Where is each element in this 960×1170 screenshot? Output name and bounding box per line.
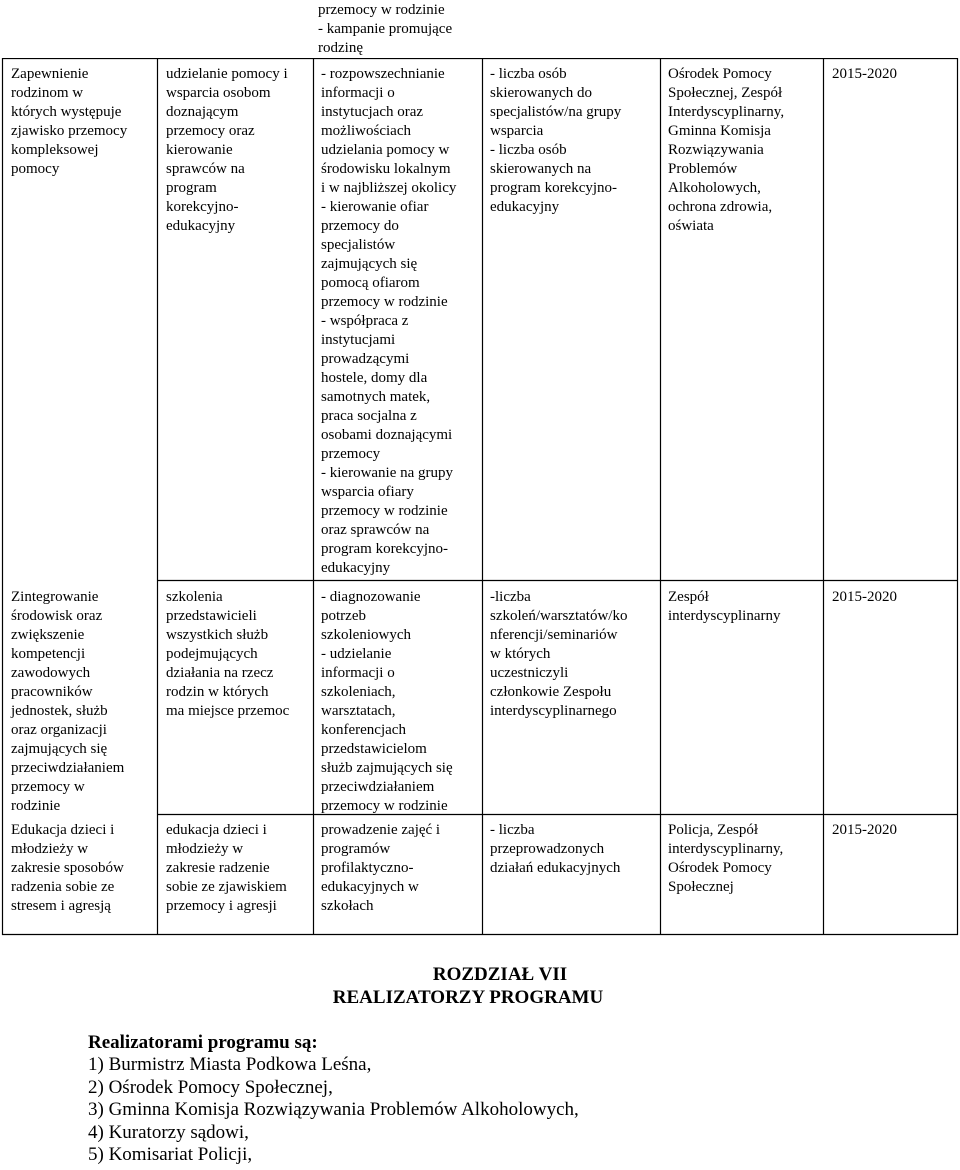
list-item: 3) Gminna Komisja Rozwiązywania Problemów Alkoholowych, (88, 1099, 579, 1120)
table-cell-goal: Zapewnienie rodzinom w których występuje zjawisko przemocy kompleksowej pomocy (11, 66, 128, 177)
list-item: 5) Komisariat Policji, (88, 1144, 253, 1165)
list-item: 2) Ośrodek Pomocy Społecznej, (88, 1076, 333, 1098)
table-cell-responsible: Zespół interdyscyplinarny (668, 589, 781, 624)
table-cell-responsible: Policja, Zespół interdyscyplinarny, Ośrodek Pomocy Społecznej (668, 822, 784, 895)
list-item: 1) Burmistrz Miasta Podkowa Leśna, (88, 1054, 372, 1075)
table-cell-indicator: - liczba przeprowadzonych działań edukacyjnych (490, 822, 621, 876)
table-cell-task: udzielanie pomocy i wsparcia osobom doznającym przemocy oraz kierowanie sprawców na program korekcyjno- edukacyjny (166, 66, 288, 234)
table-cell-actions: - diagnozowanie potrzeb szkoleniowych - udzielanie informacji o szkoleniach, warsztatach, konferencjach przedstawicielom służb zajmujących się przeciwdziałaniem przemocy w rodzinie (321, 589, 453, 814)
list-item: 4) Kuratorzy sądowi, (88, 1121, 249, 1143)
table-cell-task: edukacja dzieci i młodzieży w zakresie radzenie sobie ze zjawiskiem przemocy i agresji (166, 822, 287, 914)
table-cell-period: 2015-2020 (832, 589, 897, 605)
table-cell-period: 2015-2020 (832, 822, 897, 838)
table-cell-indicator: -liczba szkoleń/warsztatów/ko nferencji/seminariów w których uczestniczyli członkowie Zespołu interdyscyplinarnego (490, 589, 628, 719)
table-cell-actions: - rozpowszechnianie informacji o instytucjach oraz możliwościach udzielania pomocy w środowisku lokalnym i w najbliższej okolicy - kierowanie ofiar przemocy do specjalistów zajmujących się pomocą ofiarom przemocy w rodzinie - współpraca z instytucjami prowadzącymi hostele, domy dla samotnych matek, praca socjalna z osobami doznającymi przemocy - kierowanie na grupy wsparcia ofiary przemocy w rodzinie oraz sprawców na program korekcyjno- edukacyjny (321, 66, 457, 576)
table-continuation (0, 0, 960, 58)
table-cell-goal: Edukacja dzieci i młodzieży w zakresie sposobów radzenia sobie ze stresem i agresją (11, 822, 124, 914)
table-cell-indicator: - liczba osób skierowanych do specjalistów/na grupy wsparcia - liczba osób skierowanych na program korekcyjno- edukacyjny (490, 66, 622, 215)
table-cell-task: szkolenia przedstawicieli wszystkich służb podejmujących działania na rzecz rodzin w których ma miejsce przemoc (166, 589, 290, 719)
table-cell-goal: Zintegrowanie środowisk oraz zwiększenie kompetencji zawodowych pracowników jednostek, służb oraz organizacji zajmujących się przeciwdziałaniem przemocy w rodzinie (11, 589, 125, 814)
table-cell-responsible: Ośrodek Pomocy Społecznej, Zespół Interdyscyplinarny, Gminna Komisja Rozwiązywania Problemów Alkoholowych, ochrona zdrowia, oświata (668, 66, 785, 234)
table-cell-period: 2015-2020 (832, 66, 897, 82)
continuation-cell: przemocy w rodzinie - kampanie promujące rodzinę (318, 2, 453, 56)
realizers-list (88, 1054, 579, 1167)
action-table (0, 58, 960, 936)
realizers-intro: Realizatorami programu są: (88, 1032, 318, 1053)
table-cell-actions: prowadzenie zajęć i programów profilaktyczno- edukacyjnych w szkołach (321, 822, 441, 914)
